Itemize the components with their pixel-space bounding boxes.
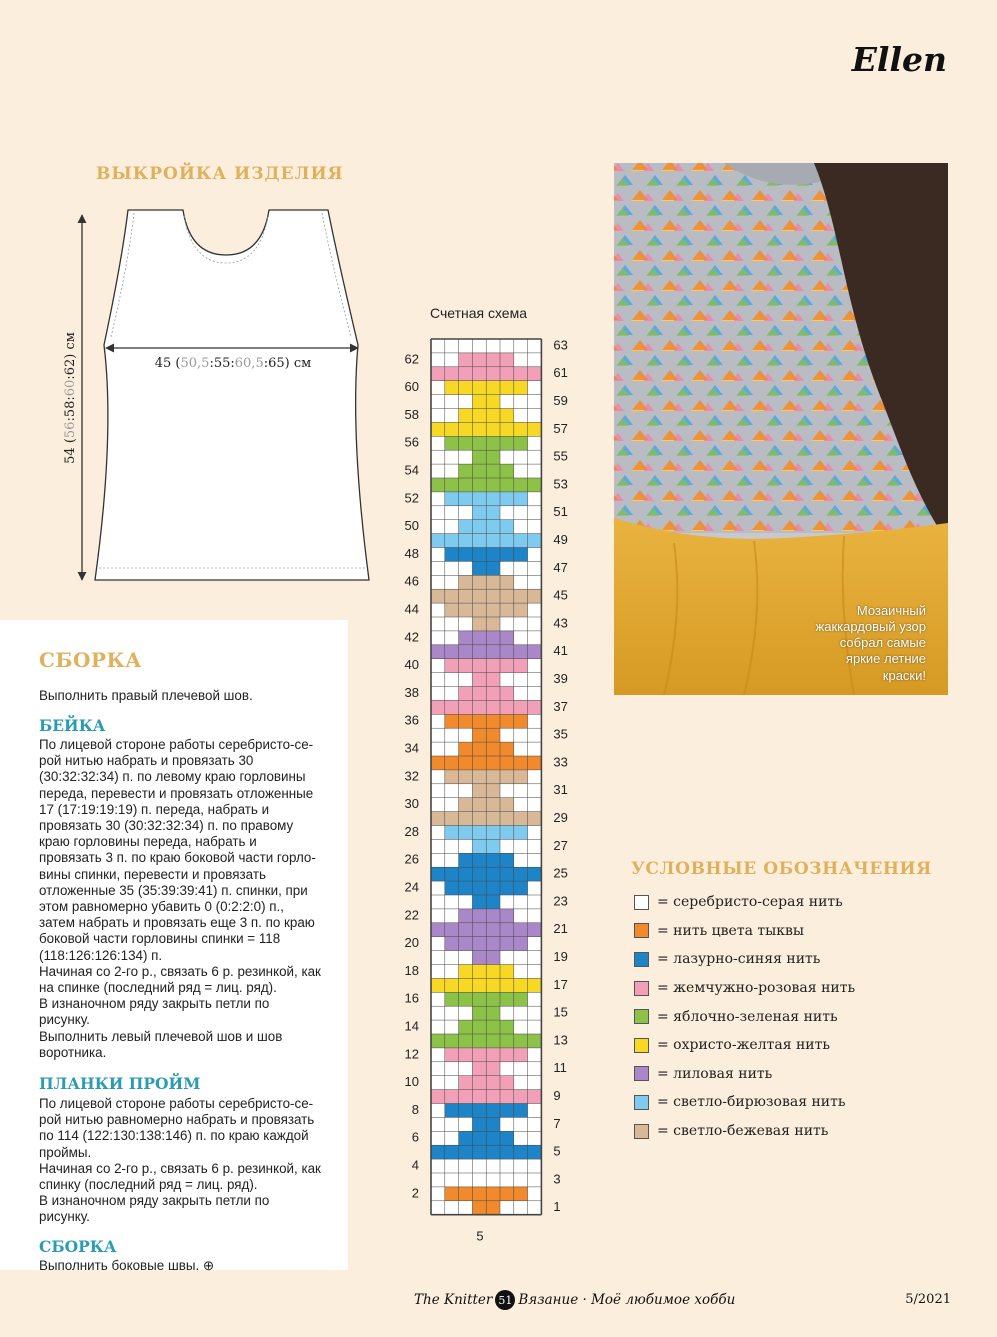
chart-row-number: 42	[404, 629, 419, 645]
chart-row-number: 39	[553, 671, 568, 687]
pattern-title: ВЫКРОЙКА ИЗДЕЛИЯ	[96, 164, 344, 184]
chart-row-number: 8	[411, 1101, 419, 1117]
legend	[634, 888, 855, 1145]
chart-row-number: 16	[404, 990, 419, 1006]
chart-row-number: 33	[553, 754, 568, 770]
chart-row-number: 56	[404, 434, 419, 450]
legend-swatch	[634, 895, 649, 910]
legend-swatch	[634, 1124, 649, 1139]
chart-row-number: 52	[404, 490, 419, 506]
chart-row-number: 49	[553, 532, 568, 548]
brand-title: Ellen	[851, 40, 947, 79]
chart-row-number: 23	[553, 893, 568, 909]
chart-column-label: 5	[476, 1228, 484, 1244]
chart-row-number: 62	[404, 351, 419, 367]
issue-number: 5/2021	[905, 1292, 951, 1307]
chart-row-number: 22	[404, 907, 419, 923]
chart-row-number: 5	[553, 1143, 561, 1159]
legend-item: = охристо-желтая нить	[634, 1031, 855, 1060]
chart-row-number: 37	[553, 698, 568, 714]
chart-row-number: 41	[553, 643, 568, 659]
chart-row-number: 24	[404, 879, 419, 895]
legend-title: УСЛОВНЫЕ ОБОЗНАЧЕНИЯ	[631, 859, 932, 879]
binding-text: По лицевой стороне работы серебристо-се- рой нитью набрать и провязать 30 (30:32:32:34) п. по левому краю горловины переда, перевести и провязать отложенные 17 (17:19:19:19) п. переда, набрать и провязать 30 (30:32:32:34) п. по правому краю горловины переда, набрать и провязать 3 п. по краю боковой части горло- вины спинки, перевести и провязать отложенные 35 (35:39:39:41) п. спинки, при этом равномерно убавить 0 (0:2:2:0) п., затем набрать и провязать еще 3 п. по краю боковой части горловины спинки = 118 (118:126:126:134) п. Начиная со 2-го р., связать 6 р. резинкой, как на спинке (последний ряд = лиц. ряд). В изнаночном ряду закрыть петли по рисунку. Выполнить левый плечевой шов и шов воротника.	[39, 737, 321, 1060]
legend-item: = светло-бежевая нить	[634, 1117, 855, 1146]
chart-row-number: 61	[553, 365, 568, 381]
knitting-chart	[398, 334, 588, 1246]
chart-row-number: 1	[553, 1199, 561, 1215]
assembly-title: СБОРКА	[39, 648, 142, 672]
chart-row-number: 59	[553, 393, 568, 409]
vest-photo	[614, 163, 948, 695]
chart-row-number: 45	[553, 587, 568, 603]
legend-item: = нить цвета тыквы	[634, 917, 855, 946]
chart-row-number: 28	[404, 823, 419, 839]
chart-row-number: 60	[404, 379, 419, 395]
legend-item: = жемчужно-розовая нить	[634, 974, 855, 1003]
legend-item: = светло-бирюзовая нить	[634, 1088, 855, 1117]
chart-row-number: 10	[404, 1074, 419, 1090]
chart-row-number: 38	[404, 684, 419, 700]
chart-row-number: 29	[553, 810, 568, 826]
chart-row-number: 17	[553, 976, 568, 992]
chart-row-number: 3	[553, 1171, 561, 1187]
chart-row-number: 7	[553, 1115, 561, 1131]
chart-row-number: 6	[411, 1129, 419, 1145]
chart-row-number: 32	[404, 768, 419, 784]
legend-item: = лиловая нить	[634, 1060, 855, 1089]
chart-row-number: 54	[404, 462, 419, 478]
page-number: 51	[495, 1290, 515, 1310]
chart-row-number: 21	[553, 921, 568, 937]
legend-item: = яблочно-зеленая нить	[634, 1002, 855, 1031]
legend-swatch	[634, 952, 649, 967]
vest-schematic	[56, 205, 376, 590]
chart-row-number: 44	[404, 601, 419, 617]
chart-row-number: 12	[404, 1046, 419, 1062]
chart-row-number: 2	[411, 1185, 419, 1201]
chart-row-number: 35	[553, 726, 568, 742]
chart-row-number: 36	[404, 712, 419, 728]
chart-row-number: 47	[553, 559, 568, 575]
chart-row-number: 50	[404, 518, 419, 534]
chart-row-number: 58	[404, 406, 419, 422]
chart-row-number: 14	[404, 1018, 419, 1034]
chart-row-number: 4	[411, 1157, 419, 1173]
chart-row-number: 51	[553, 504, 568, 520]
chart-row-number: 27	[553, 837, 568, 853]
photo-caption: Мозаичный жаккардовый узор собрал самые яркие летние краски!	[815, 602, 926, 683]
assembly-intro: Выполнить правый плечевой шов.	[39, 688, 253, 703]
height-label: 54 (56:58:60:62) см	[63, 332, 78, 464]
chart-row-number: 15	[553, 1004, 568, 1020]
chart-row-number: 25	[553, 865, 568, 881]
chart-row-number: 43	[553, 615, 568, 631]
chart-row-number: 57	[553, 420, 568, 436]
binding-title: БЕЙКА	[39, 716, 106, 735]
chart-row-number: 19	[553, 949, 568, 965]
chart-row-number: 55	[553, 448, 568, 464]
armhole-title: ПЛАНКИ ПРОЙМ	[39, 1074, 201, 1093]
chart-row-number: 9	[553, 1088, 561, 1104]
chart-row-number: 11	[553, 1060, 567, 1076]
chart-row-number: 63	[553, 337, 568, 353]
legend-swatch	[634, 1095, 649, 1110]
legend-swatch	[634, 1009, 649, 1024]
chart-row-number: 20	[404, 935, 419, 951]
chart-row-number: 48	[404, 545, 419, 561]
armhole-text: По лицевой стороне работы серебристо-се- рой нитью равномерно набрать и провязать по 114 (122:130:138:146) п. по краю каждой проймы. Начиная со 2-го р., связать 6 р. резинкой, как спинку (последний ряд = лиц. ряд). В изнаночном ряду закрыть петли по рисунку.	[39, 1096, 321, 1225]
legend-swatch	[634, 981, 649, 996]
chart-row-number: 34	[404, 740, 419, 756]
end-mark-icon: ⊕	[202, 1258, 215, 1273]
legend-item: = серебристо-серая нить	[634, 888, 855, 917]
chart-row-number: 30	[404, 796, 419, 812]
chart-row-number: 53	[553, 476, 568, 492]
chart-row-number: 13	[553, 1032, 568, 1048]
legend-swatch	[634, 1038, 649, 1053]
footer-magazine: The Knitter 51 Вязание · Моё любимое хобби	[414, 1292, 736, 1308]
width-label: 45 (50,5:55:60,5:65) см	[154, 356, 312, 371]
footer	[0, 1290, 997, 1314]
legend-swatch	[634, 923, 649, 938]
legend-item: = лазурно-синяя нить	[634, 945, 855, 974]
chart-row-number: 46	[404, 573, 419, 589]
chart-row-number: 18	[404, 962, 419, 978]
chart-row-number: 31	[553, 782, 568, 798]
final-assembly-text: Выполнить боковые швы. ⊕	[39, 1258, 215, 1273]
legend-swatch	[634, 1066, 649, 1081]
chart-title: Счетная схема	[430, 305, 528, 321]
chart-row-number: 26	[404, 851, 419, 867]
final-assembly-title: СБОРКА	[39, 1237, 117, 1256]
vest-outline	[95, 210, 369, 580]
chart-row-number: 40	[404, 657, 419, 673]
